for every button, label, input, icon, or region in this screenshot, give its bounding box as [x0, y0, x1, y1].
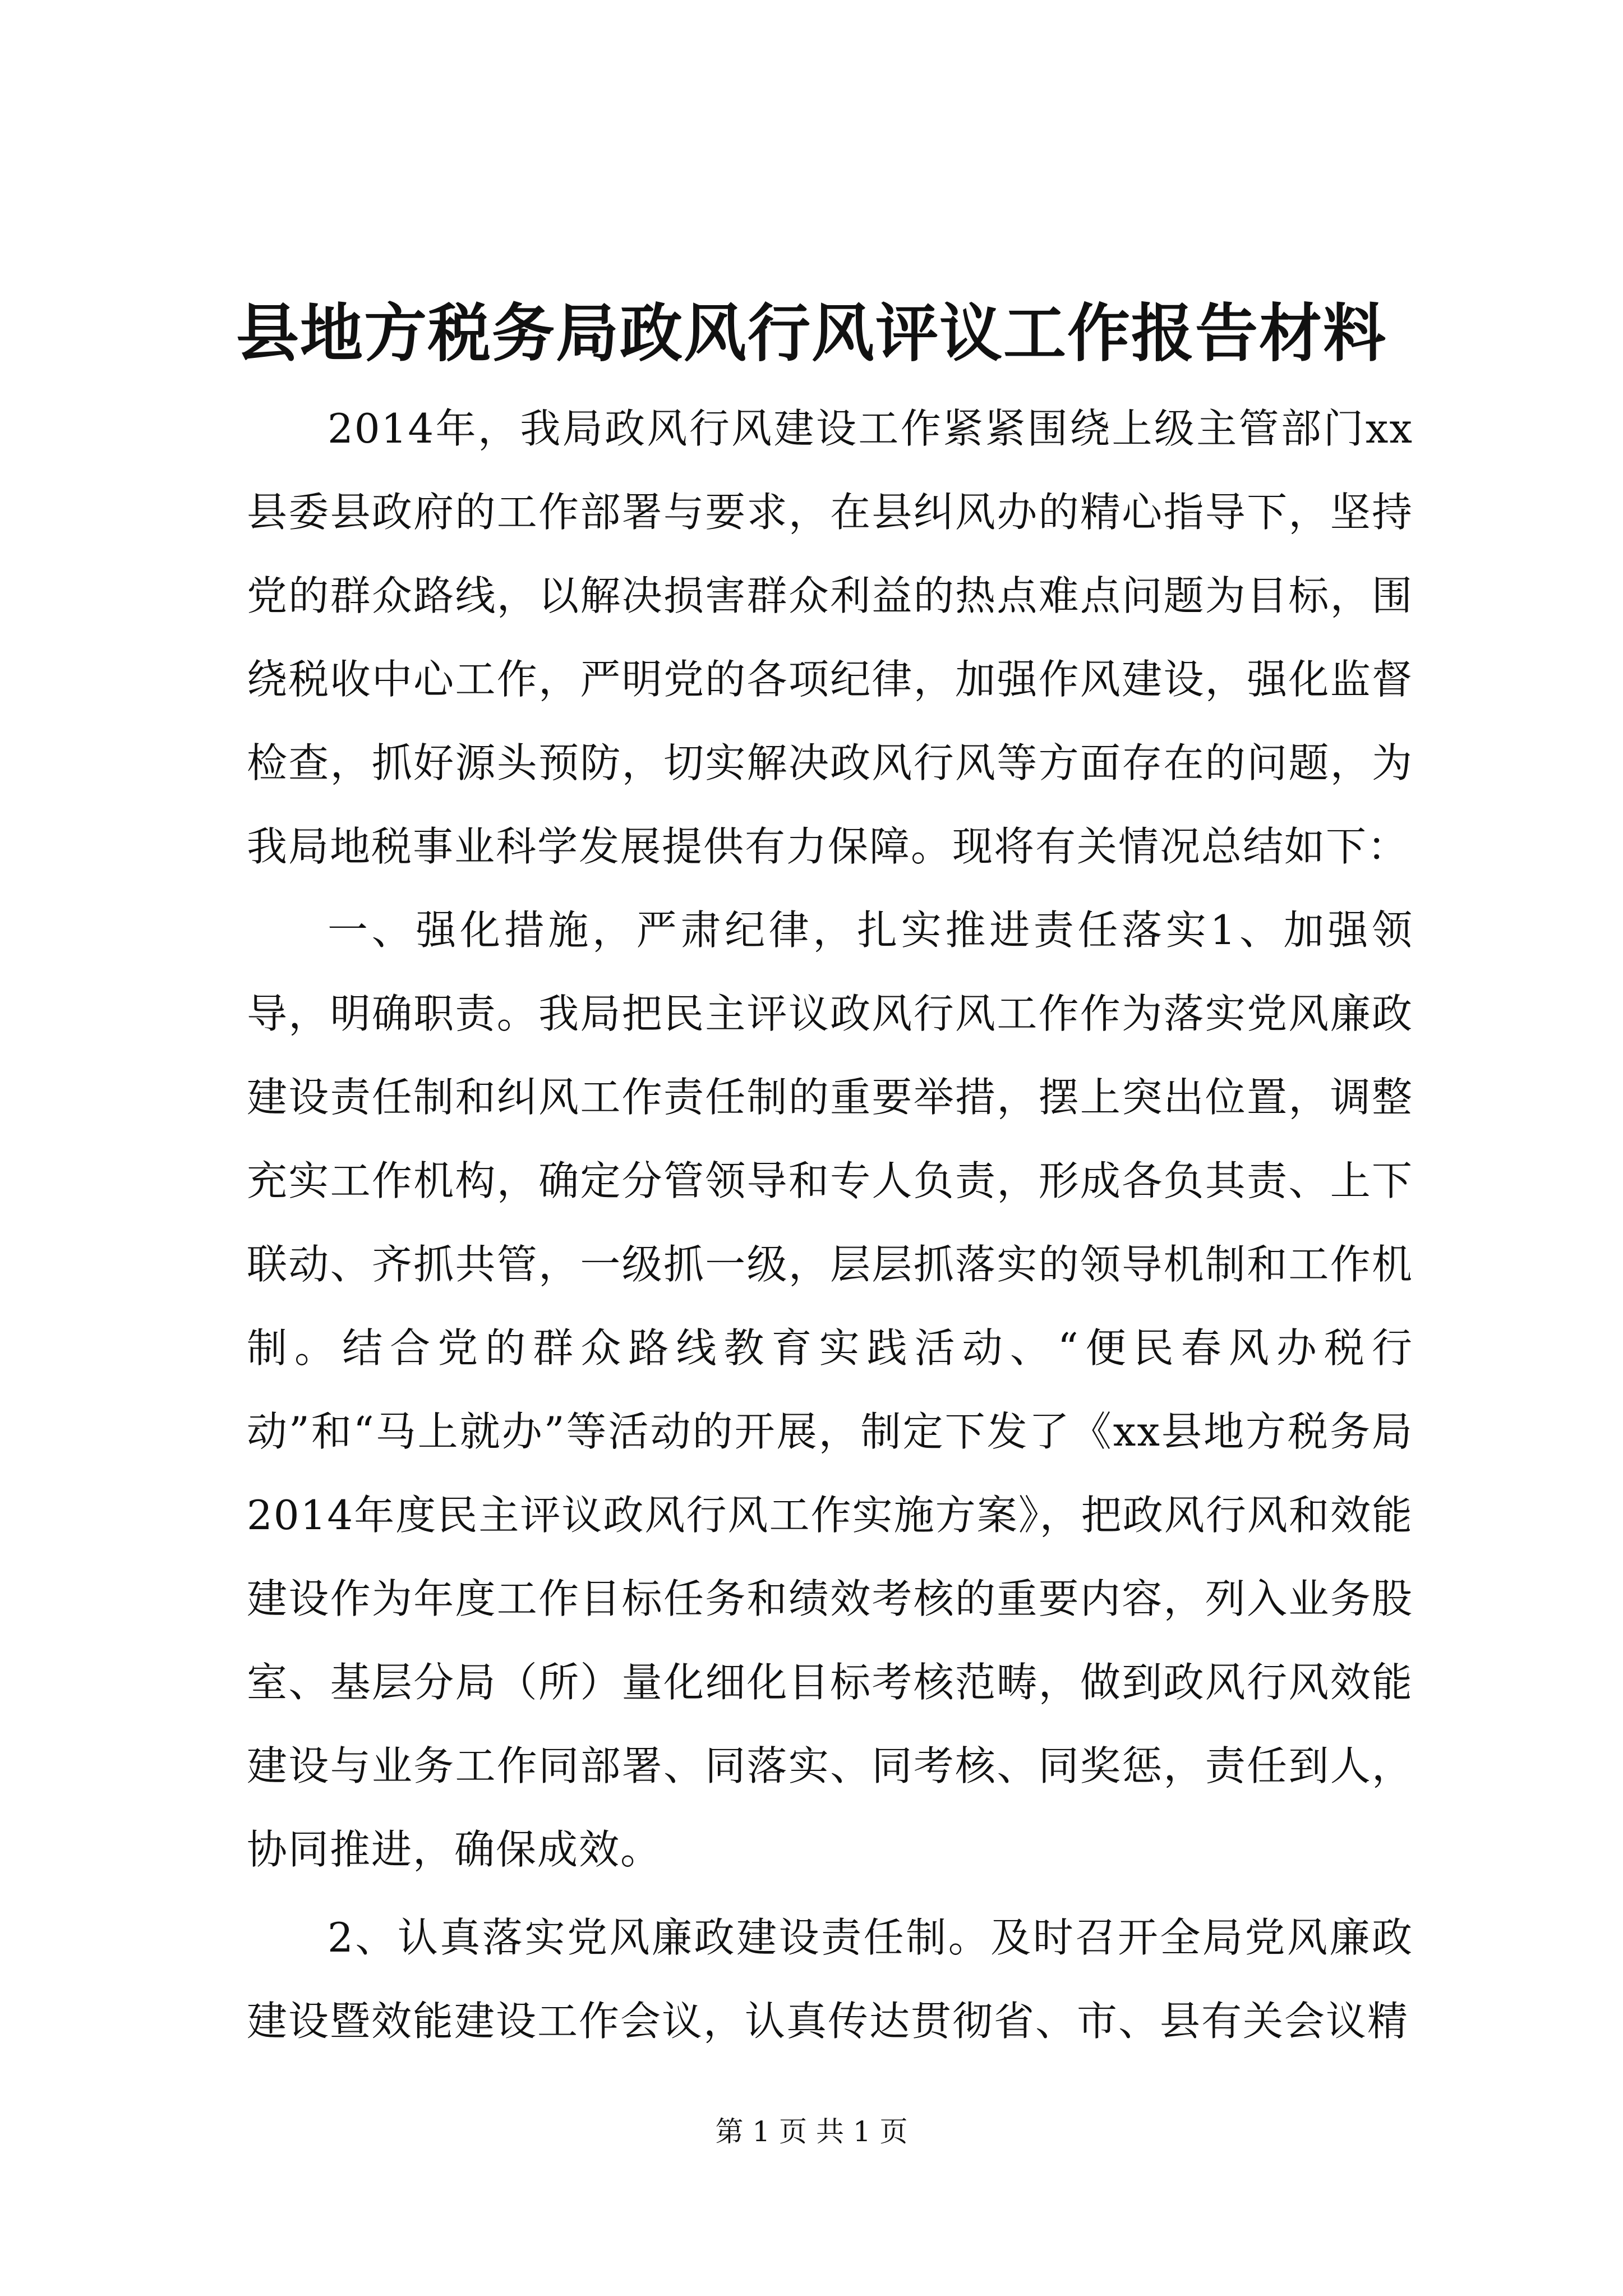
document-title: 县地方税务局政风行风评议工作报告材料 — [236, 297, 1387, 370]
paragraph-item-two: 2、认真落实党风廉政建设责任制。及时召开全局党风廉政建设暨效能建设工作会议，认真传达贯彻省、市、县有关会议精 — [247, 1914, 1413, 2045]
document-body — [247, 387, 1413, 2063]
paragraph-intro: 2014年，我局政风行风建设工作紧紧围绕上级主管部门xx县委县政府的工作部署与要求，在县纠风办的精心指导下，坚持党的群众路线，以解决损害群众利益的热点难点问题为目标，围绕税收中心工作，严明党的各项纪律，加强作风建设，强化监督检查，抓好源头预防，切实解决政风行风等方面存在的问题，为我局地税事业科学发展提供有力保障。现将有关情况总结如下： — [247, 405, 1413, 870]
paragraph-section-one: 一、强化措施，严肃纪律，扎实推进责任落实1、加强领导，明确职责。我局把民主评议政风行风工作作为落实党风廉政建设责任制和纠风工作责任制的重要举措，摆上突出位置，调整充实工作机构，确定分管领导和专人负责，形成各负其责、上下联动、齐抓共管，一级抓一级，层层抓落实的领导机制和工作机制。结合党的群众路线教育实践活动、“便民春风办税行动”和“马上就办”等活动的开展，制定下发了《xx县地方税务局2014年度民主评议政风行风工作实施方案》，把政风行风和效能建设作为年度工作目标任务和绩效考核的重要内容，列入业务股室、基层分局（所）量化细化目标考核范畴，做到政风行风效能建设与业务工作同部署、同落实、同考核、同奖惩，责任到人，协同推进，确保成效。 — [247, 907, 1413, 1873]
page-number: 第 1 页 共 1 页 — [715, 2115, 908, 2148]
